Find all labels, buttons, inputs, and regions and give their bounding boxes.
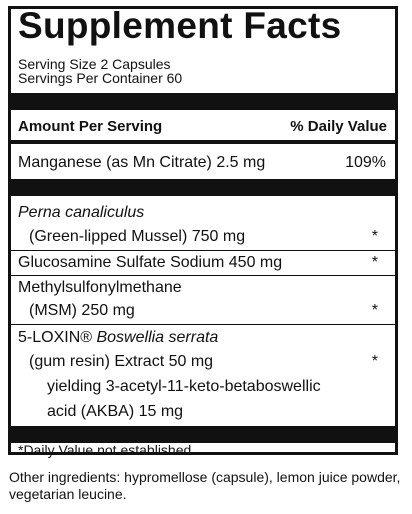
daily-value-header: % Daily Value (290, 118, 387, 135)
msm-amount: (MSM) 250 mg (29, 302, 135, 319)
thick-divider-2 (11, 179, 395, 196)
amount-per-serving-header: Amount Per Serving (18, 118, 163, 135)
perna-name: Perna canaliculus (18, 204, 145, 221)
panel-title: Supplement Facts (18, 5, 342, 46)
supplement-facts-panel (8, 5, 398, 458)
manganese-row (18, 154, 265, 172)
manganese-amount: 2.5 mg (216, 154, 266, 171)
msm-dv: * (371, 302, 378, 319)
dv-footnote: *Daily Value not established. (18, 442, 196, 458)
servings-per-container: Servings Per Container 60 (18, 70, 183, 86)
akba-line1: yielding 3-acetyl-11-keto-betaboswellic (47, 378, 321, 395)
glucosamine-row: Glucosamine Sulfate Sodium 450 mg (18, 254, 283, 271)
row-divider (11, 324, 395, 325)
manganese-dv: 109% (345, 154, 386, 171)
loxin-amount: (gum resin) Extract 50 mg (29, 353, 214, 370)
header-divider (11, 140, 395, 144)
perna-amount: (Green-lipped Mussel) 750 mg (29, 228, 246, 245)
manganese-name: Manganese (as Mn Citrate) (18, 154, 212, 171)
other-ingredients: Other ingredients: hypromellose (capsule), lemon juice powder, vegetarian leucine. (9, 469, 401, 502)
row-divider (11, 275, 395, 276)
perna-dv: * (371, 228, 378, 245)
serving-size: Serving Size 2 Capsules (18, 56, 171, 72)
msm-name: Methylsulfonylmethane (18, 279, 182, 296)
loxin-dv: * (371, 353, 378, 370)
loxin-name: 5-LOXIN® Boswellia serrata (18, 329, 219, 346)
akba-line2: acid (AKBA) 15 mg (47, 403, 184, 420)
row-divider (11, 250, 395, 251)
thick-divider (11, 93, 395, 110)
glucosamine-dv: * (371, 254, 378, 271)
thick-divider-3 (11, 426, 395, 443)
